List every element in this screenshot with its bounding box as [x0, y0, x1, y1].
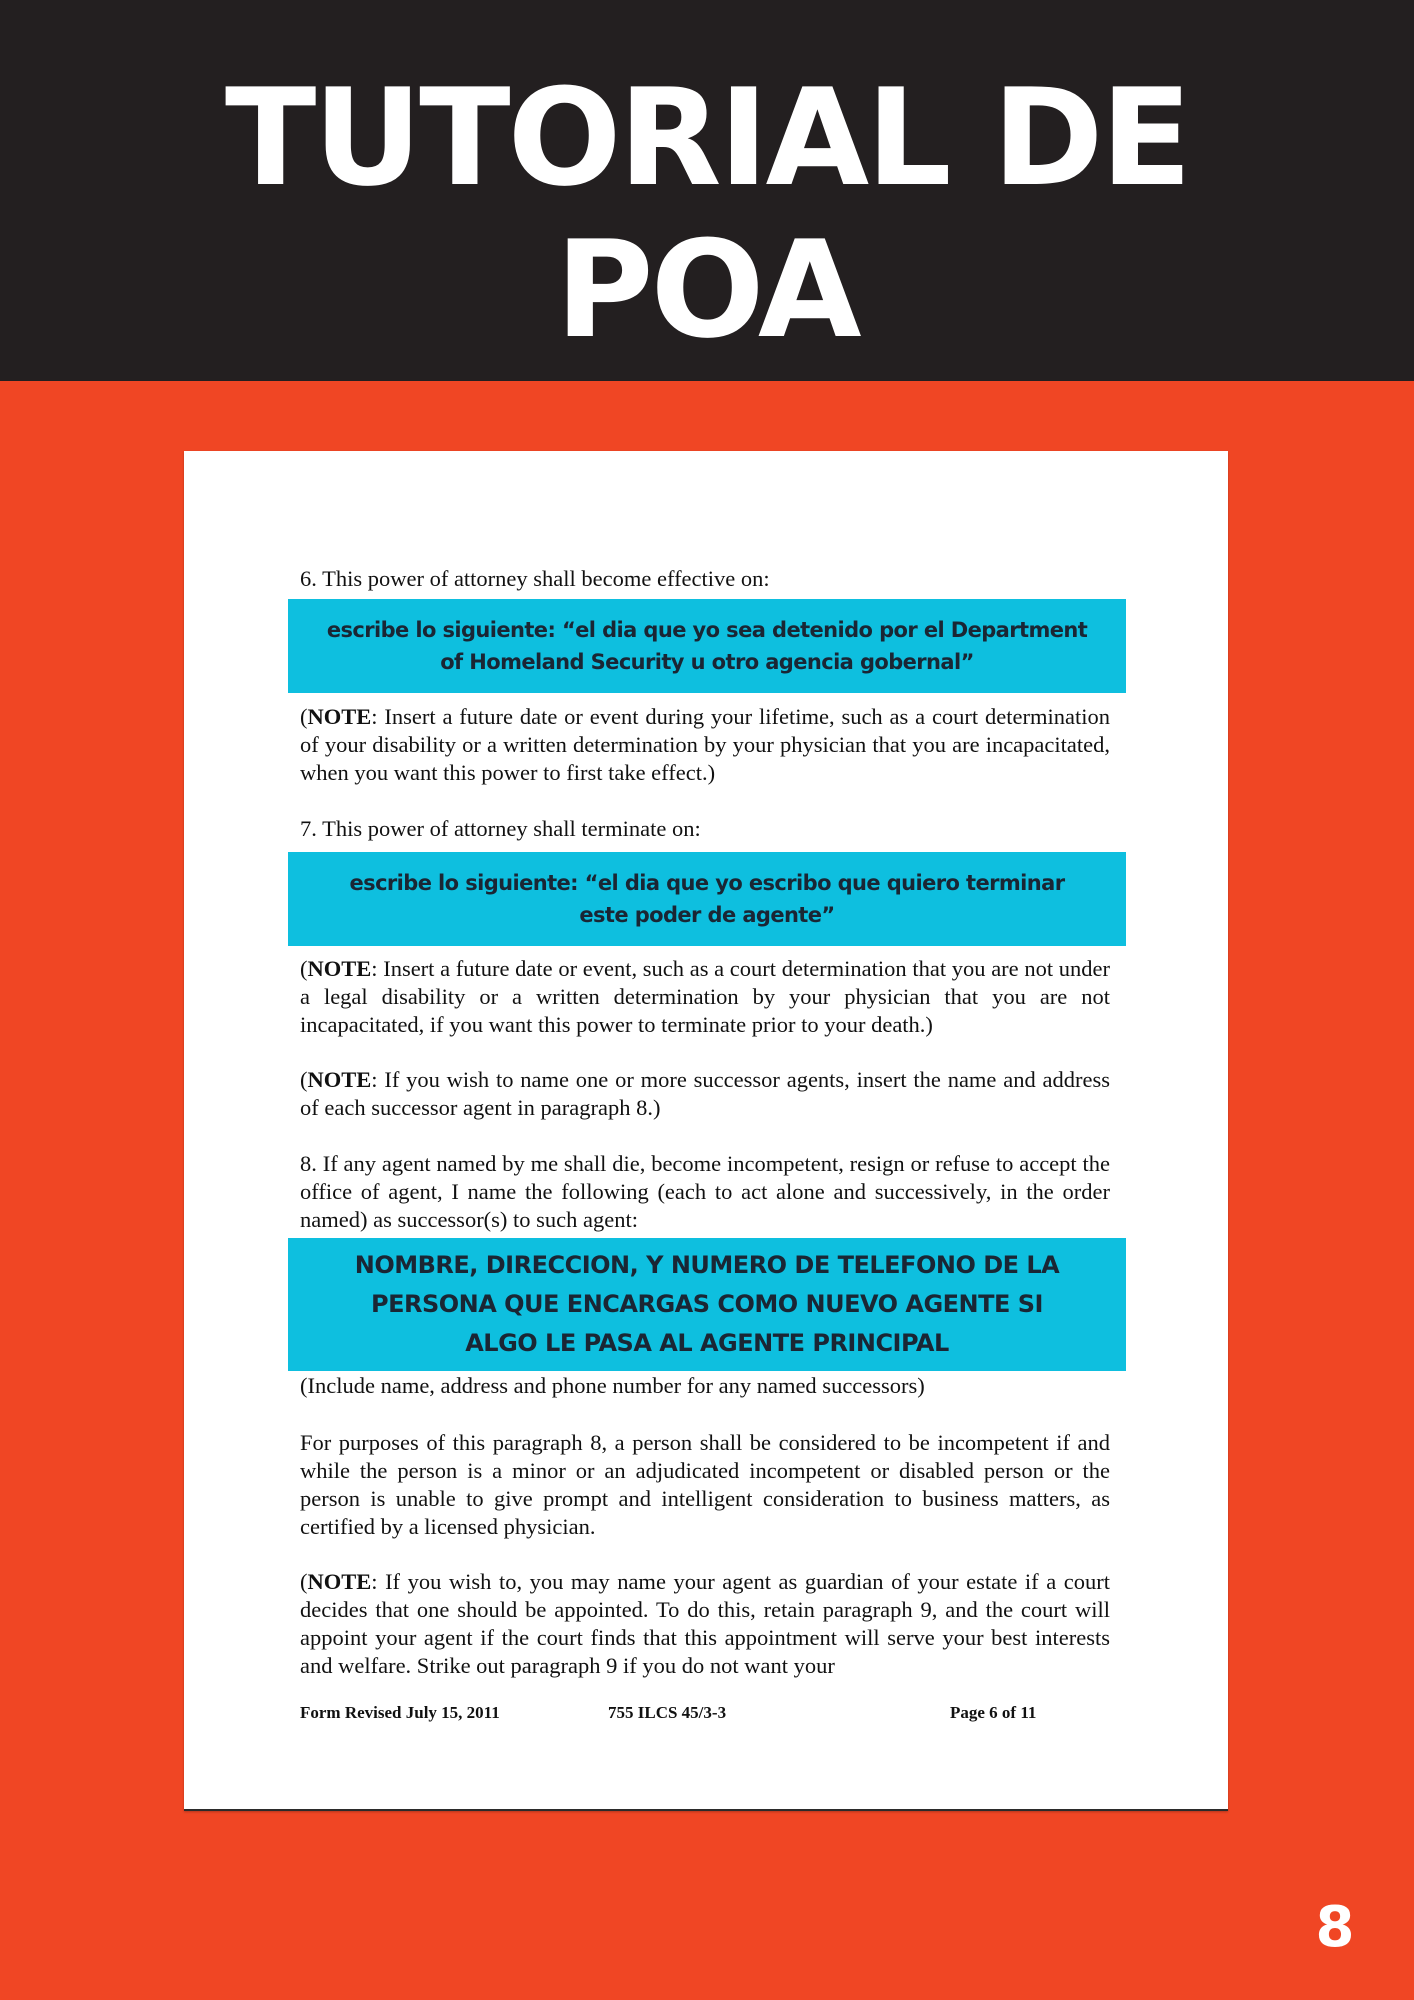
- item7-heading: 7. This power of attorney shall terminate on:: [300, 816, 701, 841]
- item8-highlight: [288, 1238, 1126, 1371]
- successor-note-text: : If you wish to name one or more successor agents, insert the name and address of each successor agent in paragraph 8.): [300, 1067, 1110, 1120]
- item6-highlight: [288, 599, 1126, 693]
- item8-highlight-line-3: ALGO LE PASA AL AGENTE PRINCIPAL: [465, 1329, 949, 1357]
- item7-highlight-line-2: este poder de agente”: [579, 903, 835, 927]
- item8-highlight-line-1: NOMBRE, DIRECCION, Y NUMERO DE TELEFONO DE LA: [354, 1251, 1060, 1279]
- statute-reference: 755 ILCS 45/3-3: [608, 1703, 727, 1722]
- title-line-2: POA: [555, 212, 859, 368]
- form-revised-date: Form Revised July 15, 2011: [300, 1703, 500, 1722]
- item7-highlight-line-1: escribe lo siguiente: “el dia que yo escribo que quiero terminar: [349, 871, 1065, 895]
- include-successors-text: (Include name, address and phone number for any named successors): [300, 1373, 925, 1398]
- note-label: NOTE: [307, 956, 372, 981]
- guardian-note-text: : If you wish to, you may name your agent as guardian of your estate if a court decides that one should be appointed. To do this, retain paragraph 9, and the court will appoint your agent if the court finds that this appointment will serve your best interests and welfare. Strike out paragraph 9 if you do not want your: [300, 1569, 1110, 1678]
- incompetence-definition: For purposes of this paragraph 8, a person shall be considered to be incompetent if and while the person is a minor or an adjudicated incompetent or disabled person or the person is unable to give prompt and intelligent consideration to business matters, as certified by a licensed physician.: [300, 1430, 1110, 1539]
- note-label: NOTE: [307, 1569, 372, 1594]
- slide-page-number: 8: [1315, 1895, 1355, 1960]
- successor-note: (NOTE: If you wish to name one or more successor agents, insert the name and address of each successor agent in paragraph 8.): [300, 1067, 1110, 1120]
- item6-highlight-line-2: of Homeland Security u otro agencia gobernal”: [440, 650, 974, 674]
- title-line-1: TUTORIAL DE: [224, 60, 1190, 216]
- page-title: [0, 62, 1414, 366]
- item6-note-text: : Insert a future date or event during your lifetime, such as a court determination of your disability or a written determination by your physician that you are incapacitated, when you want this power to first take effect.): [300, 704, 1110, 785]
- item7-note-text: : Insert a future date or event, such as a court determination that you are not under a legal disability or a written determination by your physician that you are not incapacitated, if you want this power to terminate prior to your death.): [300, 956, 1110, 1037]
- note-label: NOTE: [307, 704, 372, 729]
- item8-highlight-line-2: PERSONA QUE ENCARGAS COMO NUEVO AGENTE SI: [370, 1290, 1043, 1318]
- document-page-number: Page 6 of 11: [950, 1703, 1037, 1722]
- item6-heading: 6. This power of attorney shall become effective on:: [300, 566, 770, 591]
- item6-note: (NOTE: Insert a future date or event during your lifetime, such as a court determination of your disability or a written determination by your physician that you are incapacitated, when you want this power to first take effect.): [300, 704, 1110, 785]
- note-label: NOTE: [307, 1067, 372, 1092]
- item7-note: (NOTE: Insert a future date or event, such as a court determination that you are not under a legal disability or a written determination by your physician that you are not incapacitated, if you want this power to terminate prior to your death.): [300, 956, 1110, 1037]
- item8-text: 8. If any agent named by me shall die, become incompetent, resign or refuse to accept the office of agent, I name the following (each to act alone and successively, in the order named) as successor(s) to such agent:: [300, 1151, 1110, 1232]
- item6-highlight-line-1: escribe lo siguiente: “el dia que yo sea detenido por el Department: [326, 618, 1088, 642]
- item7-highlight: [288, 852, 1126, 946]
- document-footer: [300, 1703, 1110, 1725]
- guardian-note: (NOTE: If you wish to, you may name your agent as guardian of your estate if a court decides that one should be appointed. To do this, retain paragraph 9, and the court will appoint your agent if the court finds that this appointment will serve your best interests and welfare. Strike out paragraph 9 if you do not want your: [300, 1569, 1110, 1678]
